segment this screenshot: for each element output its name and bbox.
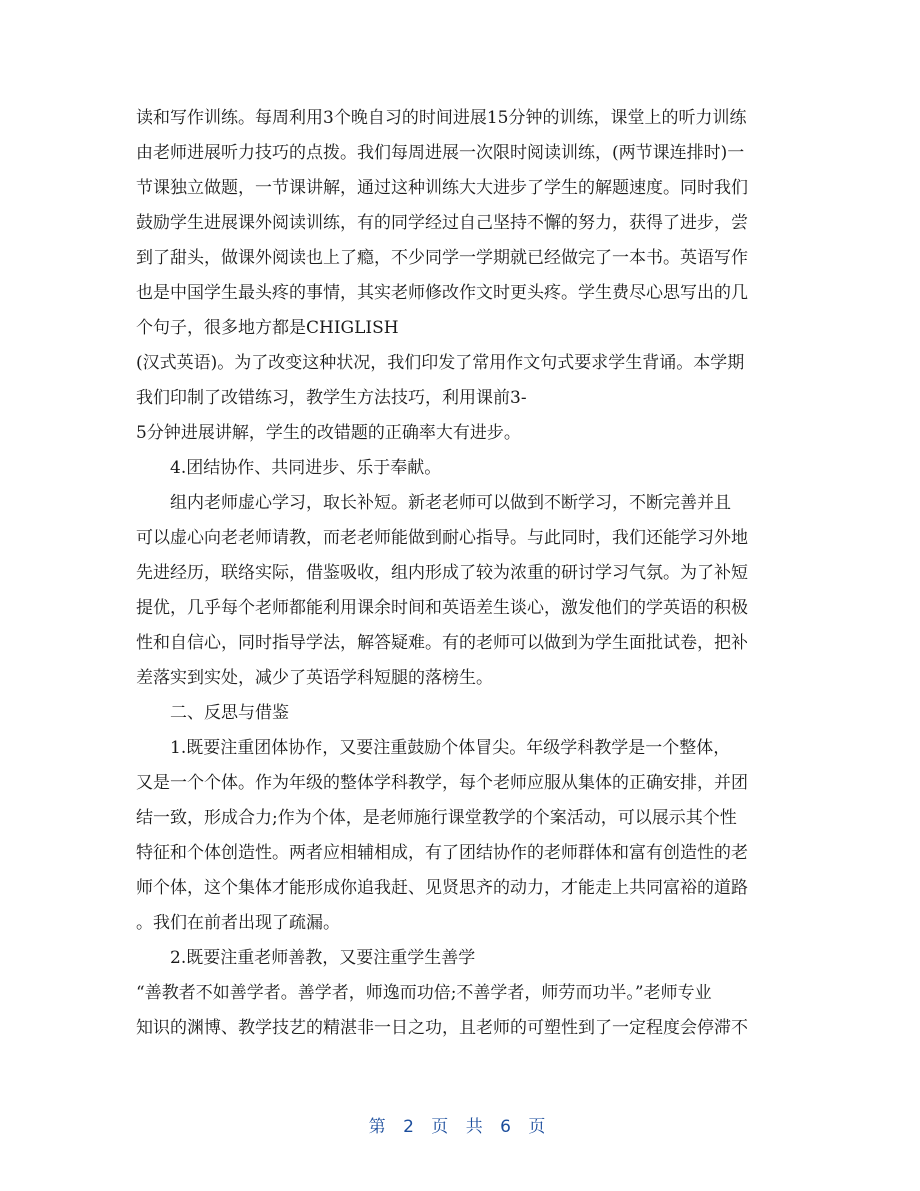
text-line: 我们印制了改错练习，教学生方法技巧，利用课前3- — [136, 388, 527, 408]
text-line: 特征和个体创造性。两者应相辅相成，有了团结协作的老师群体和富有创造性的老 — [136, 843, 748, 863]
text-line: 到了甜头，做课外阅读也上了瘾，不少同学一学期就已经做完了一本书。英语写作 — [136, 248, 748, 268]
text-line: 5分钟进展讲解，学生的改错题的正确率大有进步。 — [136, 423, 521, 443]
text-line: 结一致，形成合力;作为个体，是老师施行课堂教学的个案活动，可以展示其个性 — [136, 808, 737, 828]
text-line: 也是中国学生最头疼的事情，其实老师修改作文时更头疼。学生费尽心思写出的几 — [136, 283, 748, 303]
text-line: 性和自信心，同时指导学法，解答疑难。有的老师可以做到为学生面批试卷，把补 — [136, 633, 748, 653]
text-line: 差落实到实处，减少了英语学科短腿的落榜生。 — [136, 668, 493, 688]
text-line: 。我们在前者出现了疏漏。 — [136, 913, 340, 933]
text-line: 鼓励学生进展课外阅读训练，有的同学经过自己坚持不懈的努力，获得了进步，尝 — [136, 213, 748, 233]
section-heading: 二、反思与借鉴 — [170, 703, 289, 723]
text-line: 先进经历，联络实际，借鉴吸收，组内形成了较为浓重的研讨学习气氛。为了补短 — [136, 563, 748, 583]
text-line: 组内老师虚心学习，取长补短。新老老师可以做到不断学习，不断完善并且 — [170, 493, 731, 513]
body-text — [136, 101, 796, 1046]
text-line: “善教者不如善学者。善学者，师逸而功倍;不善学者，师劳而功半。”老师专业 — [136, 983, 712, 1003]
text-line: 师个体，这个集体才能形成你追我赶、见贤思齐的动力，才能走上共同富裕的道路 — [136, 878, 748, 898]
text-line: 读和写作训练。每周利用3个晚自习的时间进展15分钟的训练，课堂上的听力训练 — [136, 108, 747, 128]
text-line: (汉式英语)。为了改变这种状况，我们印发了常用作文句式要求学生背诵。本学期 — [136, 353, 745, 373]
text-line: 提优，几乎每个老师都能利用课余时间和英语差生谈心，激发他们的学英语的积极 — [136, 598, 748, 618]
text-line: 1.既要注重团体协作，又要注重鼓励个体冒尖。年级学科教学是一个整体， — [170, 738, 731, 758]
text-line: 知识的渊博、教学技艺的精湛非一日之功，且老师的可塑性到了一定程度会停滞不 — [136, 1018, 748, 1038]
text-line: 节课独立做题，一节课讲解，通过这种训练大大进步了学生的解题速度。同时我们 — [136, 178, 748, 198]
page-number-footer: 第 2 页 共 6 页 — [368, 1117, 552, 1137]
text-line: 由老师进展听力技巧的点拨。我们每周进展一次限时阅读训练，(两节课连排时)一 — [136, 143, 745, 163]
text-line: 可以虚心向老老师请教，而老老师能做到耐心指导。与此同时，我们还能学习外地 — [136, 528, 748, 548]
section-heading: 4.团结协作、共同进步、乐于奉献。 — [170, 458, 442, 478]
text-line: 又是一个个体。作为年级的整体学科教学，每个老师应服从集体的正确安排，并团 — [136, 773, 748, 793]
section-heading: 2.既要注重老师善教，又要注重学生善学 — [170, 948, 476, 968]
text-line: 个句子，很多地方都是CHIGLISH — [136, 318, 399, 338]
